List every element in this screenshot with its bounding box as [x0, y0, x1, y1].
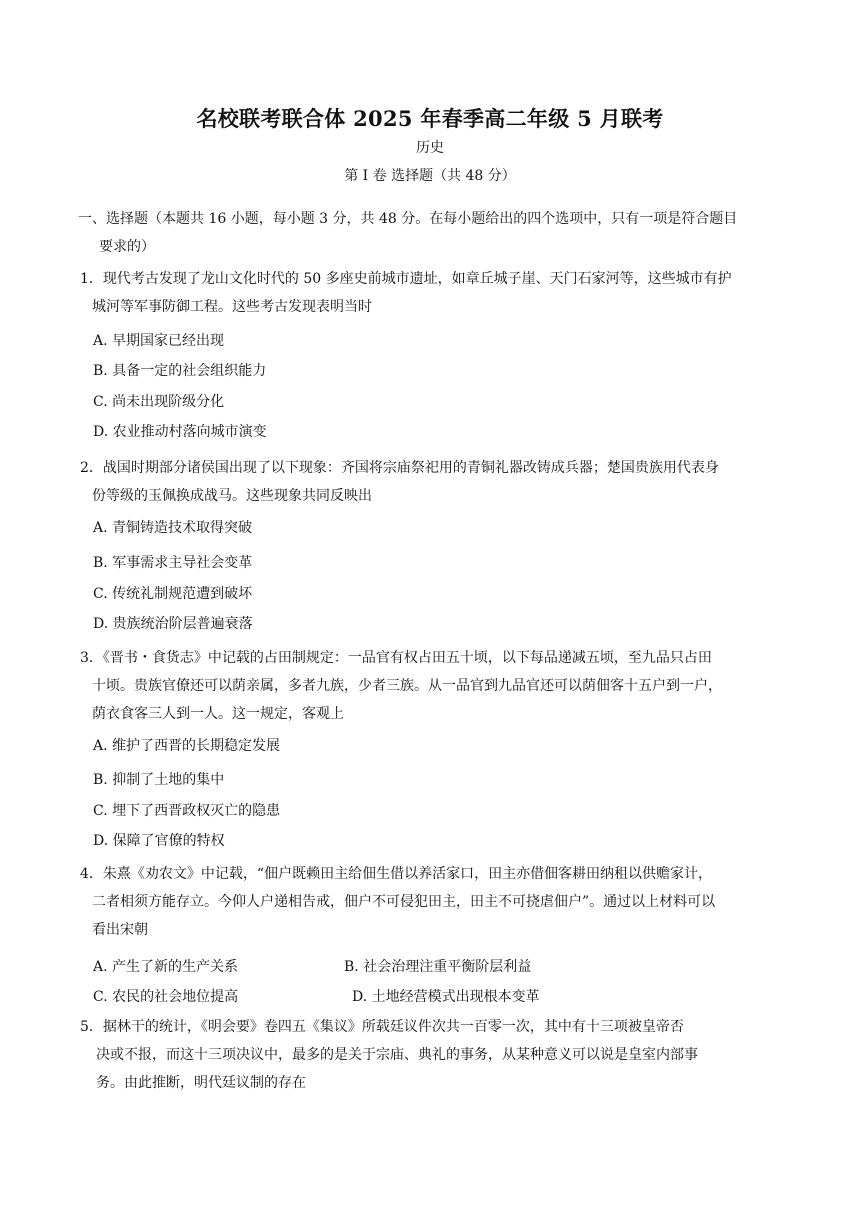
question-line: 2．战国时期部分诸侯国出现了以下现象：齐国将宗庙祭祀用的青铜礼器改铸成兵器；楚国贵族用代表身	[80, 460, 719, 476]
section-instructions	[78, 205, 788, 261]
question-4-option-d[interactable]: D. 土地经营模式出现根本变革	[352, 989, 540, 1005]
question-4-option-c[interactable]: C. 农民的社会地位提高	[93, 989, 239, 1005]
question-line: 荫衣食客三人到一人。这一规定，客观上	[92, 706, 344, 722]
section-line: 要求的）	[99, 239, 155, 255]
question-5-stem	[80, 1013, 780, 1097]
question-2-option-c[interactable]: C. 传统礼制规范遭到破坏	[93, 586, 253, 602]
question-line: 决或不报，而这十三项决议中，最多的是关于宗庙、典礼的事务，从某种意义可以说是皇室内部事	[96, 1047, 698, 1063]
question-1-option-a[interactable]: A. 早期国家已经出现	[93, 333, 225, 349]
question-3-option-c[interactable]: C. 埋下了西晋政权灭亡的隐患	[93, 803, 281, 819]
section-line: 一、选择题（本题共 16 小题，每小题 3 分，共 48 分。在每小题给出的四个选项中，只有一项是符合题目	[78, 211, 738, 227]
question-4-stem	[80, 860, 790, 944]
question-4-option-a[interactable]: A. 产生了新的生产关系	[93, 959, 239, 975]
question-line: 4．朱熹《劝农文》中记载，“佃户既赖田主给佃生借以养活家口，田主亦借佃客耕田纳租以供赡家计，	[80, 866, 713, 882]
question-line: 城河等军事防御工程。这些考古发现表明当时	[92, 299, 372, 315]
exam-title: 名校联考联合体 2025 年春季高二年级 5 月联考	[196, 106, 664, 131]
question-3-option-b[interactable]: B. 抑制了土地的集中	[93, 772, 225, 788]
question-line: 3．《晋书・食货志》中记载的占田制规定：一品官有权占田五十顷，以下每品递减五顷，至九品只占田	[80, 650, 712, 666]
question-line: 二者相须方能存立。今仰人户递相告戒，佃户不可侵犯田主，田主不可挠虐佃户”。通过以上材料可以	[92, 894, 716, 910]
question-2-option-b[interactable]: B. 军事需求主导社会变革	[93, 555, 253, 571]
question-2-option-a[interactable]: A. 青铜铸造技术取得突破	[93, 520, 253, 536]
question-line: 份等级的玉佩换成战马。这些现象共同反映出	[92, 488, 372, 504]
subject-label: 历史	[416, 140, 444, 156]
question-2-option-d[interactable]: D. 贵族统治阶层普遍衰落	[93, 616, 253, 632]
question-4-option-b[interactable]: B. 社会治理注重平衡阶层利益	[344, 959, 532, 975]
question-2-stem	[80, 454, 790, 510]
question-1-option-d[interactable]: D. 农业推动村落向城市演变	[93, 424, 267, 440]
question-3-option-d[interactable]: D. 保障了官僚的特权	[93, 833, 225, 849]
question-1-option-b[interactable]: B. 具备一定的社会组织能力	[93, 363, 267, 379]
question-line: 1．现代考古发现了龙山文化时代的 50 多座史前城市遗址，如章丘城子崖、天门石家河等，这些城市有护	[80, 271, 732, 287]
question-line: 十顷。贵族官僚还可以荫亲属，多者九族，少者三族。从一品官到九品官还可以荫佃客十五户到一户，	[92, 678, 722, 694]
part-heading: 第 I 卷 选择题（共 48 分）	[344, 168, 516, 184]
question-line: 务。由此推断，明代廷议制的存在	[96, 1075, 306, 1091]
question-1-option-c[interactable]: C. 尚未出现阶级分化	[93, 394, 225, 410]
question-line: 5．据林干的统计，《明会要》卷四五《集议》所载廷议件次共一百零一次，其中有十三项被皇帝否	[80, 1019, 684, 1035]
question-3-option-a[interactable]: A. 维护了西晋的长期稳定发展	[93, 738, 281, 754]
question-1-stem	[80, 265, 790, 321]
question-line: 看出宋朝	[92, 922, 148, 938]
question-3-stem	[80, 644, 790, 728]
